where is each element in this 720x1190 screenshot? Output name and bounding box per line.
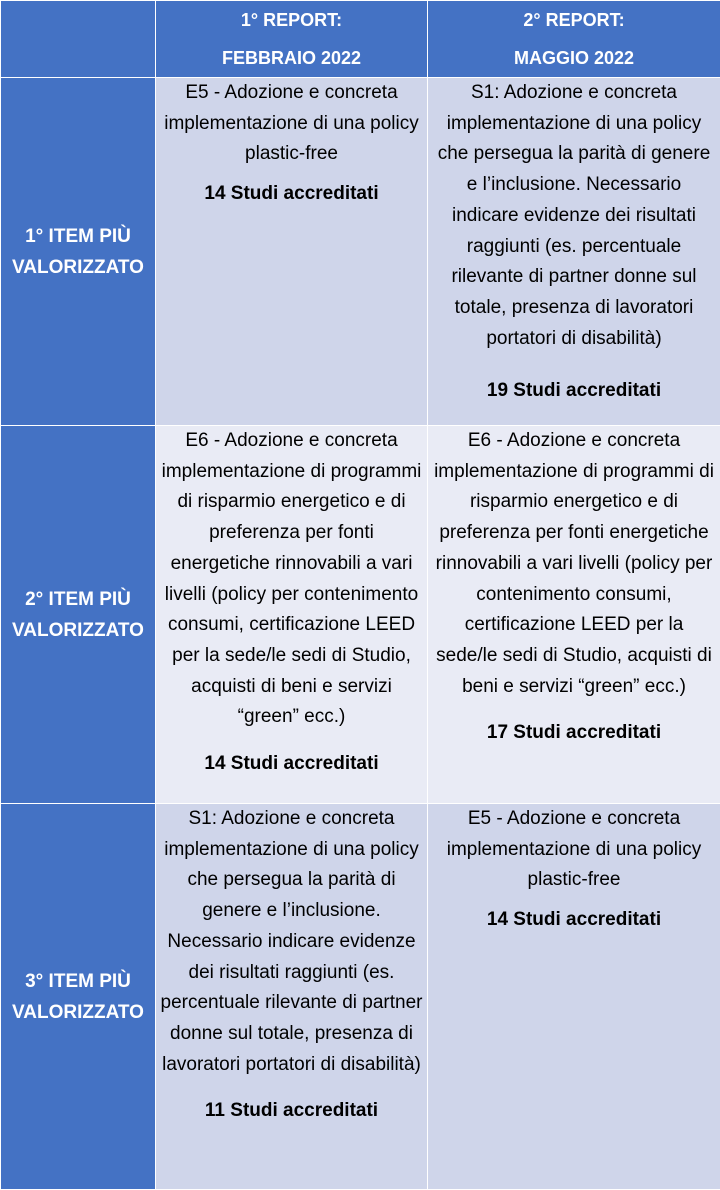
row-label [1, 804, 156, 1190]
item-description: E6 - Adozione e concreta implementazione di programmi di risparmio energetico e di preferenza per fonti energetiche rinnovabili a vari livelli (policy per contenimento consumi, certificazione LEED per la sede/le sedi di Studio, acquisti di beni e servizi “green” ecc.) [432, 426, 716, 702]
cell-feb [156, 78, 428, 426]
corner-cell [1, 1, 156, 78]
cell-feb [156, 426, 428, 804]
item-count: 14 Studi accreditati [160, 179, 423, 210]
item-description: E6 - Adozione e concreta implementazione di programmi di risparmio energetico e di preferenza per fonti energetiche rinnovabili a vari livelli (policy per contenimento consumi, certificazione LEED per la sede/le sedi di Studio, acquisti di beni e servizi “green” ecc.) [160, 426, 423, 733]
header-report-2-line1: 2° REPORT: [523, 10, 624, 30]
item-description: S1: Adozione e concreta implementazione di una policy che persegua la parità di genere e l’inclusione. Necessario indicare evidenze dei risultati raggiunti (es. percentuale rilevante di partner donne sul totale, presenza di lavoratori portatori di disabilità) [432, 78, 716, 354]
item-count: 17 Studi accreditati [432, 718, 716, 749]
table-row [1, 804, 720, 1190]
row-label-line2: VALORIZZATO [12, 257, 144, 278]
header-report-2-line2: MAGGIO 2022 [514, 48, 634, 68]
row-label-line1: 1° ITEM PIÙ [25, 226, 131, 247]
item-count: 14 Studi accreditati [160, 749, 423, 780]
table-row [1, 426, 720, 804]
item-count: 19 Studi accreditati [432, 376, 716, 407]
row-label-line2: VALORIZZATO [12, 620, 144, 641]
row-label-line2: VALORIZZATO [12, 1002, 144, 1023]
cell-may [428, 804, 720, 1190]
header-row [1, 1, 720, 78]
item-count: 11 Studi accreditati [160, 1096, 423, 1127]
row-label [1, 426, 156, 804]
row-label [1, 78, 156, 426]
item-description: E5 - Adozione e concreta implementazione di una policy plastic-free [160, 78, 423, 170]
header-report-1-line2: FEBBRAIO 2022 [222, 48, 361, 68]
header-report-1 [156, 1, 428, 78]
cell-feb [156, 804, 428, 1190]
cell-may [428, 426, 720, 804]
item-count: 14 Studi accreditati [432, 905, 716, 936]
row-label-line1: 2° ITEM PIÙ [25, 589, 131, 610]
item-description: E5 - Adozione e concreta implementazione di una policy plastic-free [432, 804, 716, 896]
item-description: S1: Adozione e concreta implementazione di una policy che persegua la parità di genere e l’inclusione. Necessario indicare evidenze dei risultati raggiunti (es. percentuale rilevante di partner donne sul totale, presenza di lavoratori portatori di disabilità) [160, 804, 423, 1080]
table-row [1, 78, 720, 426]
cell-may [428, 78, 720, 426]
header-report-2 [428, 1, 720, 78]
row-label-line1: 3° ITEM PIÙ [25, 971, 131, 992]
header-report-1-line1: 1° REPORT: [241, 10, 342, 30]
